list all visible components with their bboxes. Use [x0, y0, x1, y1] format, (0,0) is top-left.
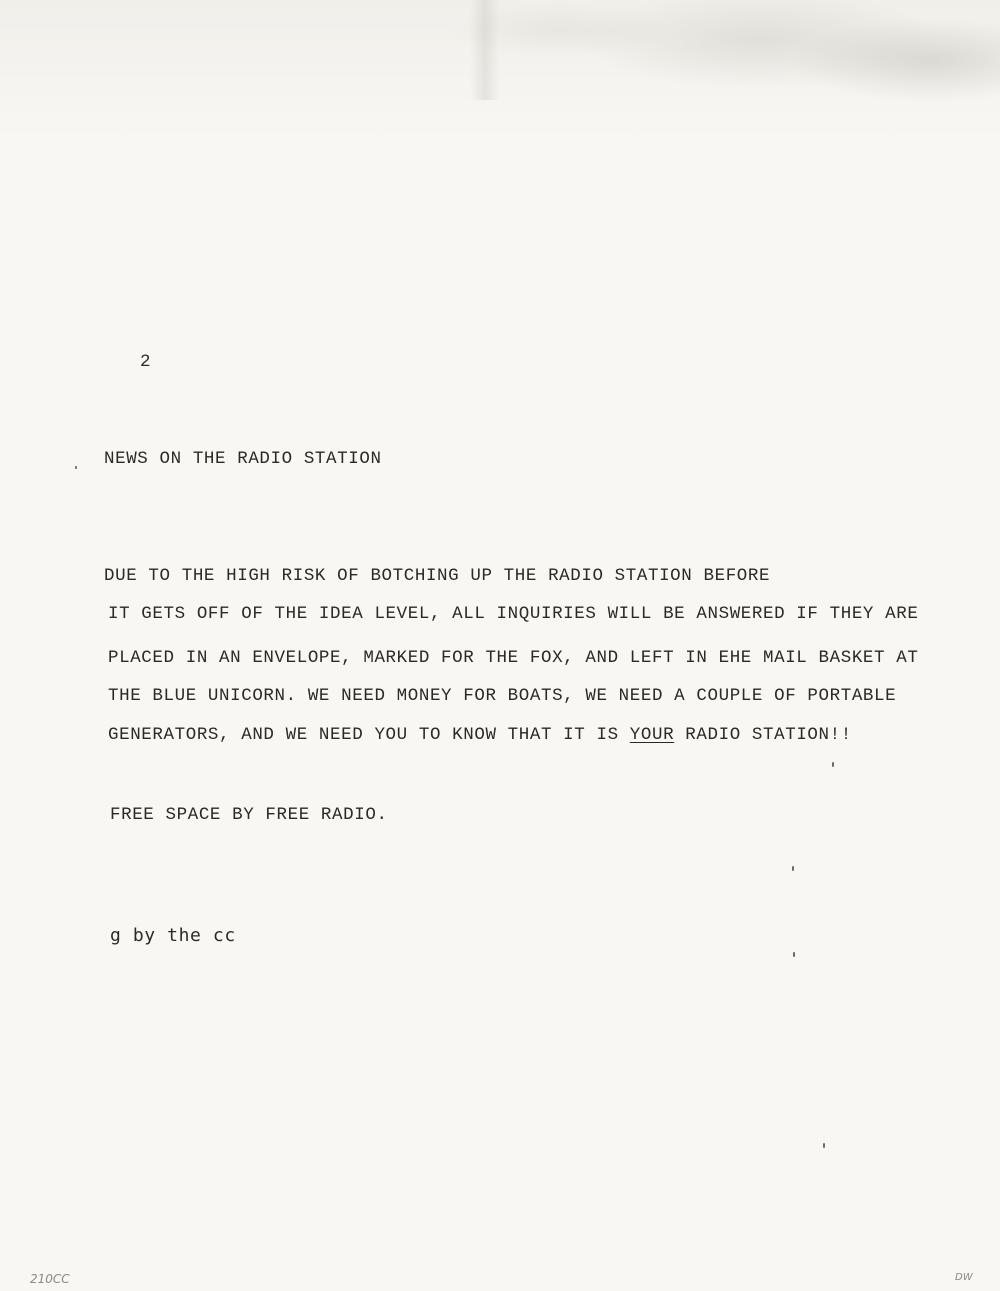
ink-speck [832, 762, 834, 767]
ink-speck [823, 1143, 825, 1148]
emphasized-word: YOUR [629, 725, 675, 745]
heading: NEWS ON THE RADIO STATION [104, 449, 382, 469]
pencil-note-right: DW [955, 1272, 973, 1283]
ink-speck [792, 866, 794, 871]
pencil-note-left: 210CC [30, 1272, 70, 1286]
body-line-1: DUE TO THE HIGH RISK OF BOTCHING UP THE RADIO STATION BEFORE [104, 566, 771, 586]
body-line-3: PLACED IN AN ENVELOPE, MARKED FOR THE FOX, AND LEFT IN ЕHE MAIL BASKET AT [108, 648, 919, 668]
body-line-4: THE BLUE UNICORN. WE NEED MONEY FOR BOATS, WE NEED A COUPLE OF PORTABLE [108, 686, 897, 706]
closing-line: FREE SPACE BY FREE RADIO. [110, 805, 388, 825]
paper-crease [470, 0, 500, 100]
body-line-5-start: GENERATORS, AND WE NEED YOU TO KNOW THAT IT IS [108, 725, 630, 745]
ink-speck [75, 466, 77, 469]
body-line-5 [108, 727, 852, 745]
body-line-2: IT GETS OFF OF THE IDEA LEVEL, ALL INQUIRIES WILL BE ANSWERED IF THEY ARE [108, 604, 919, 624]
signature-line: g by the cc [110, 925, 236, 946]
page-number: 2 [140, 352, 152, 372]
ink-speck [793, 952, 795, 957]
body-line-5-end: RADIO STATION!! [674, 725, 852, 745]
